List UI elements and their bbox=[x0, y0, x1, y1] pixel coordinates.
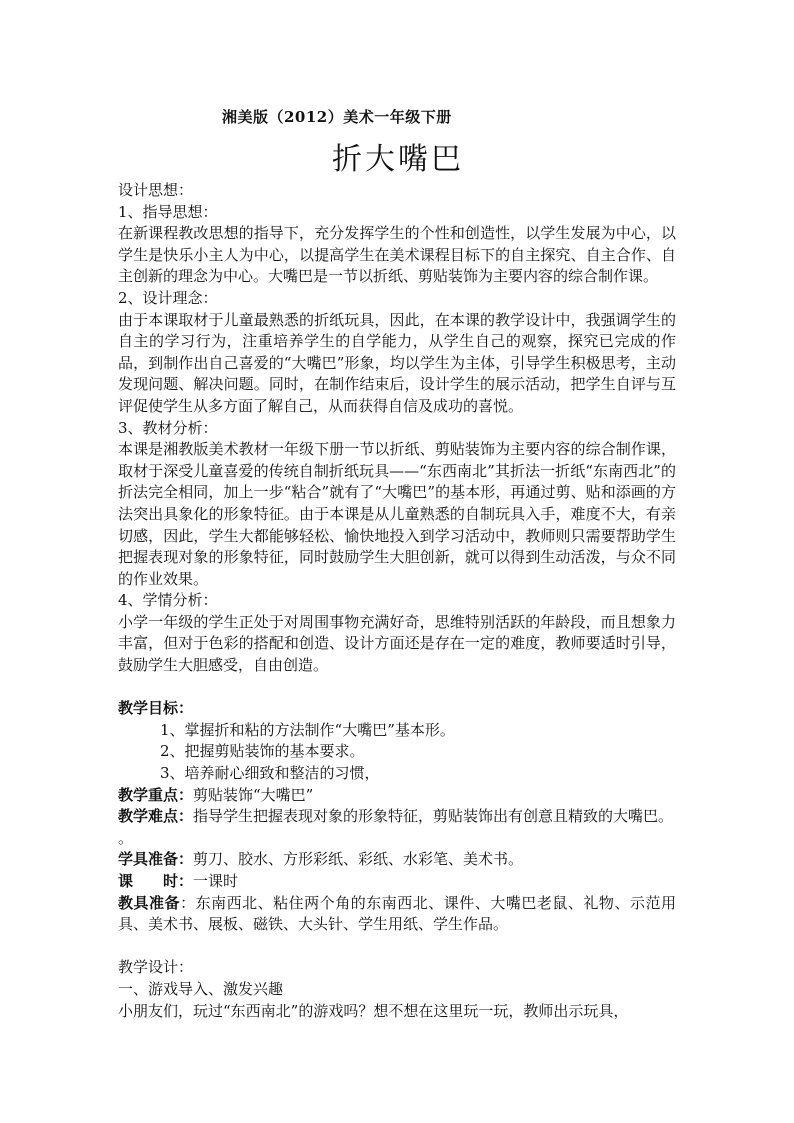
goal-item: 2、把握剪贴装饰的基本要求。 bbox=[160, 742, 365, 761]
class-hours bbox=[118, 871, 676, 893]
class-hours-text: 一课时 bbox=[193, 872, 239, 890]
section-2-heading: 2、设计理念： bbox=[118, 288, 218, 307]
teaching-heading: 教学设计： bbox=[118, 958, 194, 977]
section-1-text: 在新课程教改思想的指导下，充分发挥学生的个性和创造性，以学生发展为中心，以学生是快乐小主人为中心，以提高学生在美术课程目标下的自主探究、自主合作、自主创新的理念为中心。大嘴巴是一节以折纸、剪贴装饰为主要内容的综合制作课。 bbox=[118, 224, 676, 286]
document-subtitle: 湘美版（2012）美术一年级下册 bbox=[222, 108, 452, 126]
spacer bbox=[118, 936, 676, 958]
student-tools bbox=[118, 849, 676, 871]
design-heading: 设计思想： bbox=[118, 181, 194, 199]
key-points-label: 教学重点： bbox=[118, 785, 194, 804]
key-points bbox=[118, 785, 676, 807]
document-title: 折大嘴巴 bbox=[332, 142, 464, 177]
part-1-text: 小朋友们，玩过“东西南北”的游戏吗？想不想在这里玩一玩，教师出示玩具， bbox=[118, 1001, 629, 1020]
difficulty-label: 教学难点： bbox=[118, 807, 194, 826]
teacher-tools bbox=[118, 893, 676, 936]
section-3-heading: 3、教材分析： bbox=[118, 418, 218, 437]
part-1-heading: 一、游戏导入、激发兴趣 bbox=[118, 979, 284, 998]
document-body bbox=[118, 180, 676, 1022]
goals-heading: 教学目标： bbox=[118, 699, 194, 718]
key-points-text: 剪贴装饰“大嘴巴” bbox=[193, 785, 314, 804]
section-3-text: 本课是湘教版美术教材一年级下册一节以折纸、剪贴装饰为主要内容的综合制作课，取材于深受儿童喜爱的传统自制折纸玩具——“东西南北”其折法一折纸“东南西北”的折法完全相同，加上一步“粘合”就有了“大嘴巴”的基本形，再通过剪、贴和添画的方法突出具象化的形象特征。由于本课是从儿童熟悉的自制玩具入手，难度不大，有亲切感，因此，学生大都能够轻松、愉快地投入到学习活动中，教师则只需要帮助学生把握表现对象的形象特征，同时鼓励学生大胆创新，就可以得到生动活泼，与众不同的作业效果。 bbox=[118, 440, 676, 588]
teacher-tools-text: ：东南西北、粘住两个角的东南西北、课件、大嘴巴老鼠、礼物、示范用具、美术书、展板、磁铁、大头针、学生用纸、学生作品。 bbox=[118, 893, 676, 934]
section-4-text: 小学一年级的学生正处于对周围事物充满好奇，思维特别活跃的年龄段，而且想象力丰富，但对于色彩的搭配和创造、设计方面还是存在一定的难度，教师要适时引导，鼓励学生大胆感受，自由创造。 bbox=[118, 612, 676, 675]
class-hours-label: 课 时： bbox=[118, 872, 194, 890]
section-4-heading: 4、学情分析： bbox=[118, 591, 218, 610]
difficulty bbox=[118, 806, 676, 828]
goal-item: 1、掌握折和粘的方法制作“大嘴巴”基本形。 bbox=[160, 720, 455, 739]
teacher-tools-label: 教具准备 bbox=[118, 893, 181, 912]
goal-item: 3、培养耐心细致和整洁的习惯， bbox=[160, 764, 380, 783]
spacer bbox=[118, 677, 676, 699]
difficulty-text: 指导学生把握表现对象的形象特征，剪贴装饰出有创意且精致的大嘴巴。 bbox=[193, 807, 674, 826]
section-1-heading: 1、指导思想： bbox=[118, 202, 218, 221]
section-2-text: 由于本课取材于儿童最熟悉的折纸玩具，因此，在本课的教学设计中，我强调学生的自主的学习行为，注重培养学生的自学能力，从学生自己的观察，探究已完成的作品，到制作出自己喜爱的“大嘴巴”形象，均以学生为主体，引导学生积极思考，主动发现问题、解决问题。同时，在制作结束后，设计学生的展示活动，把学生自评与互评促使学生从多方面了解自己，从而获得自信及成功的喜悦。 bbox=[118, 310, 676, 415]
student-tools-label: 学具准备： bbox=[118, 850, 194, 869]
student-tools-text: 剪刀、胶水、方形彩纸、彩纸、水彩笔、美术书。 bbox=[193, 850, 524, 869]
difficulty-trail: 。 bbox=[118, 828, 134, 847]
